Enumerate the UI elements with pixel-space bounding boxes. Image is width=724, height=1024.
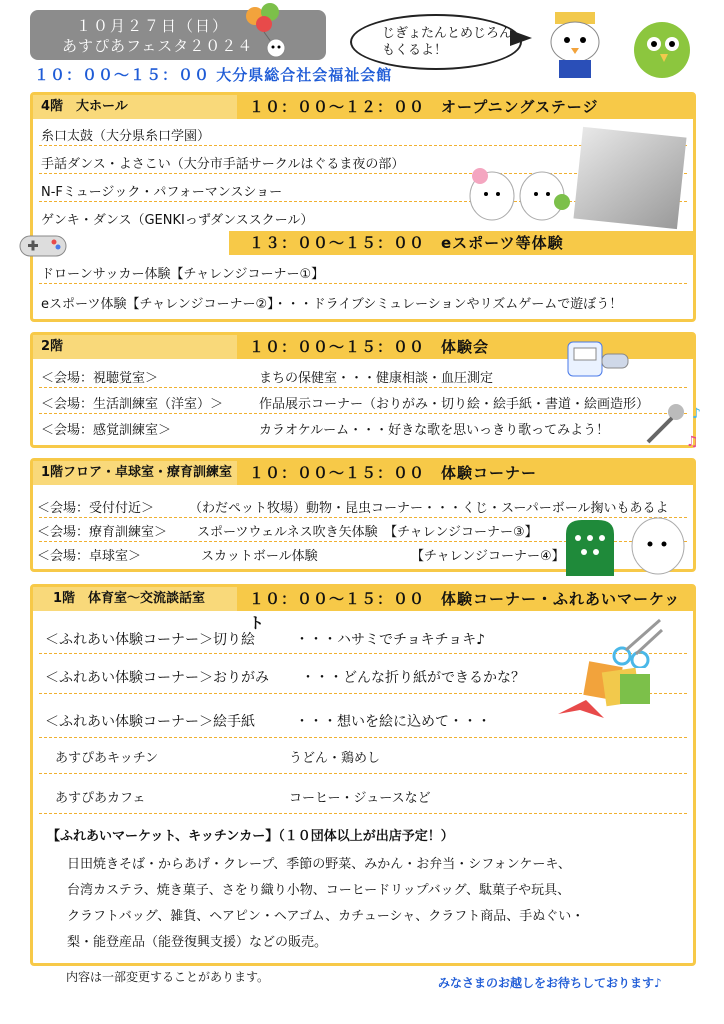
section-label: 1階 体育室～交流談話室 [33, 587, 237, 611]
venue-label: ＜会場：卓球室＞ [37, 549, 142, 564]
food-name: あすぴあカフェ [55, 791, 146, 806]
venue-label: ＜会場：生活訓練室（洋室）＞ [41, 397, 224, 412]
esports-item: eスポーツ体験【チャレンジコーナー②】・・・ドライブシミュレーションやリズムゲームで遊ぼう！ [41, 297, 623, 312]
gamepad-icon [18, 230, 68, 260]
challenge-tag: 【チャレンジコーナー④】 [411, 549, 565, 564]
market-line: クラフトバッグ、雑貨、ヘアピン・ヘアゴム、カチューシャ、クラフト商品、手ぬぐい・ [67, 909, 585, 924]
food-desc: うどん・鶏めし [289, 751, 381, 766]
food-name: あすぴあキッチン [55, 751, 159, 766]
corner-desc: ・・・ハサミでチョキチョキ♪ [295, 632, 486, 648]
corner-desc: ・・・どんな折り紙ができるかな？ [301, 670, 525, 686]
section-time: １０：００～１２：００ オープニングステージ [249, 98, 599, 116]
venue-label: ＜会場：療育訓練室＞ [37, 525, 168, 540]
balloon-icon [240, 2, 290, 60]
change-note: 内容は一部変更することがあります。 [66, 970, 270, 984]
section-time: １０：００～１５：００ 体験コーナー [249, 464, 538, 482]
thanks-message: みなさまのお越しをお待ちしております♪ [438, 976, 662, 990]
corner-name: ＜ふれあい体験コーナー＞おりがみ [45, 670, 269, 686]
venue-content: （わだペット牧場）動物・昆虫コーナー・・・くじ・スーパーボール掬いもあるよ [189, 501, 669, 516]
mascot-pair-icon [462, 166, 572, 226]
svg-text:♫: ♫ [686, 434, 699, 450]
venue-label: ＜会場：感覚訓練室＞ [41, 423, 172, 438]
bubble-tail [510, 30, 532, 46]
origami-icon [556, 660, 660, 724]
market-line: 梨・能登産品（能登復興支援）などの販売。 [67, 935, 328, 950]
market-title: 【ふれあいマーケット、キッチンカー】（１０団体以上が出店予定！） [47, 829, 454, 844]
section-time: １０：００～１５：００ 体験会 [249, 338, 490, 356]
venue-label: ＜会場：受付付近＞ [37, 501, 155, 516]
venue-content: スポーツウェルネス吹き矢体験 【チャレンジコーナー③】 [197, 525, 538, 540]
event-date: １０月２７日（日） [76, 17, 230, 35]
venue-content: 作品展示コーナー（おりがみ・切り絵・絵手紙・書道・絵画造形） [259, 397, 650, 412]
section-time-2: １３：００～１５：００ eスポーツ等体験 [249, 234, 564, 252]
microphone-icon [636, 402, 706, 450]
section-gym [30, 584, 696, 966]
food-desc: コーヒー・ジュースなど [289, 791, 431, 806]
stage-item: ゲンキ・ダンス（GENKIっずダンススクール） [41, 213, 314, 228]
speech-bubble [350, 14, 522, 70]
section-label: 4階 大ホール [33, 95, 237, 119]
corner-name: ＜ふれあい体験コーナー＞切り絵 [45, 632, 255, 648]
venue-content: スカットボール体験 [201, 549, 318, 564]
market-line: 台湾カステラ、焼き菓子、さをり織り小物、コーヒードリップバッグ、駄菓子や玩具、 [67, 883, 571, 898]
time-venue: １０：００～１５：００ 大分県総合社会福祉会館 [34, 66, 393, 84]
bird-mascot-icon [624, 8, 700, 84]
section-label: 2階 [33, 335, 237, 359]
photo-dancers [573, 127, 686, 229]
stage-item: 糸口太鼓（大分県糸口学園） [41, 129, 211, 144]
blood-pressure-icon [566, 340, 630, 380]
market-line: 日田焼きそば・からあげ・クレープ、季節の野菜、みかん・お弁当・シフォンケーキ、 [67, 857, 571, 872]
corner-desc: ・・・想いを絵に込めて・・・ [295, 714, 491, 730]
event-title: あすぴあフェスタ２０２４ [62, 37, 254, 55]
venue-content: カラオケルーム・・・好きな歌を思いっきり歌ってみよう！ [259, 423, 610, 438]
esports-item: ドローンサッカー体験【チャレンジコーナー①】 [41, 267, 325, 282]
pinball-icon [560, 516, 690, 582]
venue-label: ＜会場：視聴覚室＞ [41, 371, 159, 386]
bubble-line-1: じぎょたんとめじろん [382, 26, 513, 41]
bubble-line-2: もくるよ！ [382, 43, 448, 58]
venue-content: まちの保健室・・・健康相談・血圧測定 [259, 371, 494, 386]
stage-item: N-Fミュージック・パフォーマンスショー [41, 185, 283, 200]
mascot-icon [535, 8, 615, 84]
corner-name: ＜ふれあい体験コーナー＞絵手紙 [45, 714, 255, 730]
stage-item: 手話ダンス・よさこい（大分市手話サークルはぐるま夜の部） [41, 157, 405, 172]
section-label: 1階フロア・卓球室・療育訓練室 [33, 461, 237, 485]
section-time: １０：００～１５：００ 体験コーナー・ふれあいマーケット [249, 590, 681, 632]
music-note-icon: ♪ [692, 406, 701, 422]
